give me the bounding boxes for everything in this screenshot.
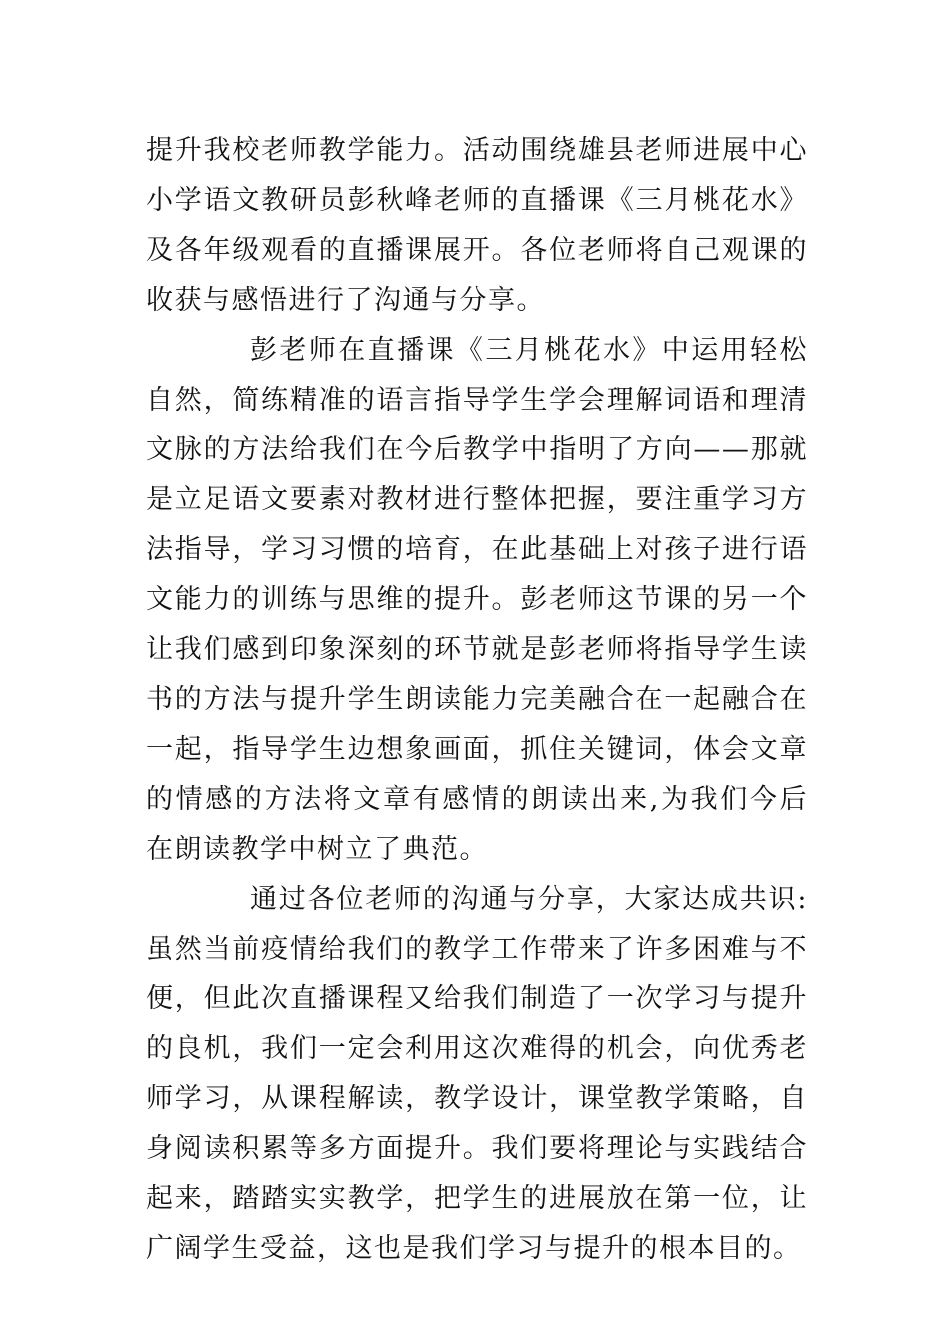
paragraph-3: 通过各位老师的沟通与分享，大家达成共识:虽然当前疫情给我们的教学工作带来了许多困难与不便，但此次直播课程又给我们制造了一次学习与提升的良机，我们一定会利用这次难得的机会，向优秀老师学习，从课程解读，教学设计，课堂教学策略，自身阅读积累等多方面提升。我们要将理论与实践结合起来，踏踏实实教学，把学生的进展放在第一位，让广阔学生受益，这也是我们学习与提升的根本目的。 [146,883,808,1264]
paragraph-2: 彭老师在直播课《三月桃花水》中运用轻松自然，简练精准的语言指导学生学会理解词语和理清文脉的方法给我们在今后教学中指明了方向——那就是立足语文要素对教材进行整体把握，要注重学习方法指导，学习习惯的培育，在此基础上对孩子进行语文能力的训练与思维的提升。彭老师这节课的另一个让我们感到印象深刻的环节就是彭老师将指导学生读书的方法与提升学生朗读能力完美融合在一起融合在一起，指导学生边想象画面，抓住关键词，体会文章的情感的方法将文章有感情的朗读出来,为我们今后在朗读教学中树立了典范。 [146,334,808,865]
document-body [146,126,808,1274]
paragraph-1: 提升我校老师教学能力。活动围绕雄县老师进展中心小学语文教研员彭秋峰老师的直播课《三月桃花水》及各年级观看的直播课展开。各位老师将自己观课的收获与感悟进行了沟通与分享。 [146,135,808,316]
